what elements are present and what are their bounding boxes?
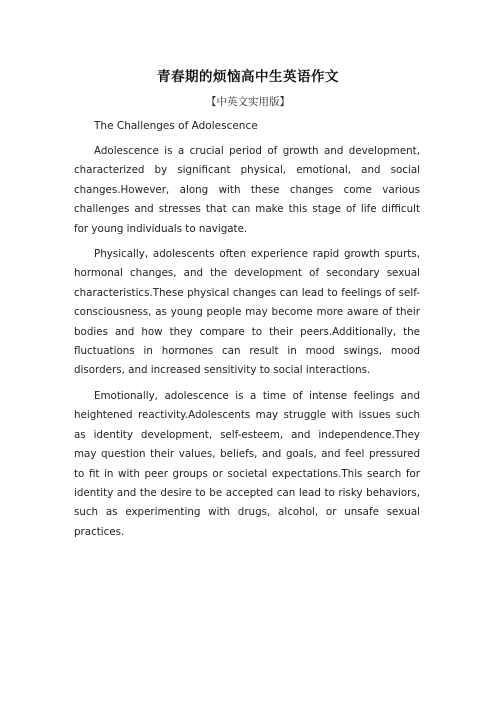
essay-heading: The Challenges of Adolescence <box>94 120 258 132</box>
paragraph-1: Adolescence is a crucial period of growth and development, characterized by significant physical, emotional, and social changes.However, along with these changes come various challenges and stresses that can make this stage of life difficult for young individuals to navigate. <box>74 145 420 235</box>
essay-body <box>74 142 420 548</box>
paragraph-3: Emotionally, adolescence is a time of intense feelings and heightened reactivity.Adolescents may struggle with issues such as identity development, self-esteem, and independence.They may question their values, beliefs, and goals, and feel pressured to fit in with peer groups or societal expectations.This search for identity and the desire to be accepted can lead to risky behaviors, such as experimenting with drugs, alcohol, or unsafe sexual practices. <box>74 389 420 538</box>
paragraph-2: Physically, adolescents often experience rapid growth spurts, hormonal changes, and the development of secondary sexual characteristics.These physical changes can lead to feelings of self-consciousness, as young people may become more aware of their bodies and how they compare to their peers.Additionally, the fluctuations in hormones can result in mood swings, mood disorders, and increased sensitivity to social interactions. <box>74 248 420 377</box>
document-subtitle: 【中英文实用版】 <box>206 96 290 108</box>
document-title: 青春期的烦恼高中生英语作文 <box>157 69 339 85</box>
